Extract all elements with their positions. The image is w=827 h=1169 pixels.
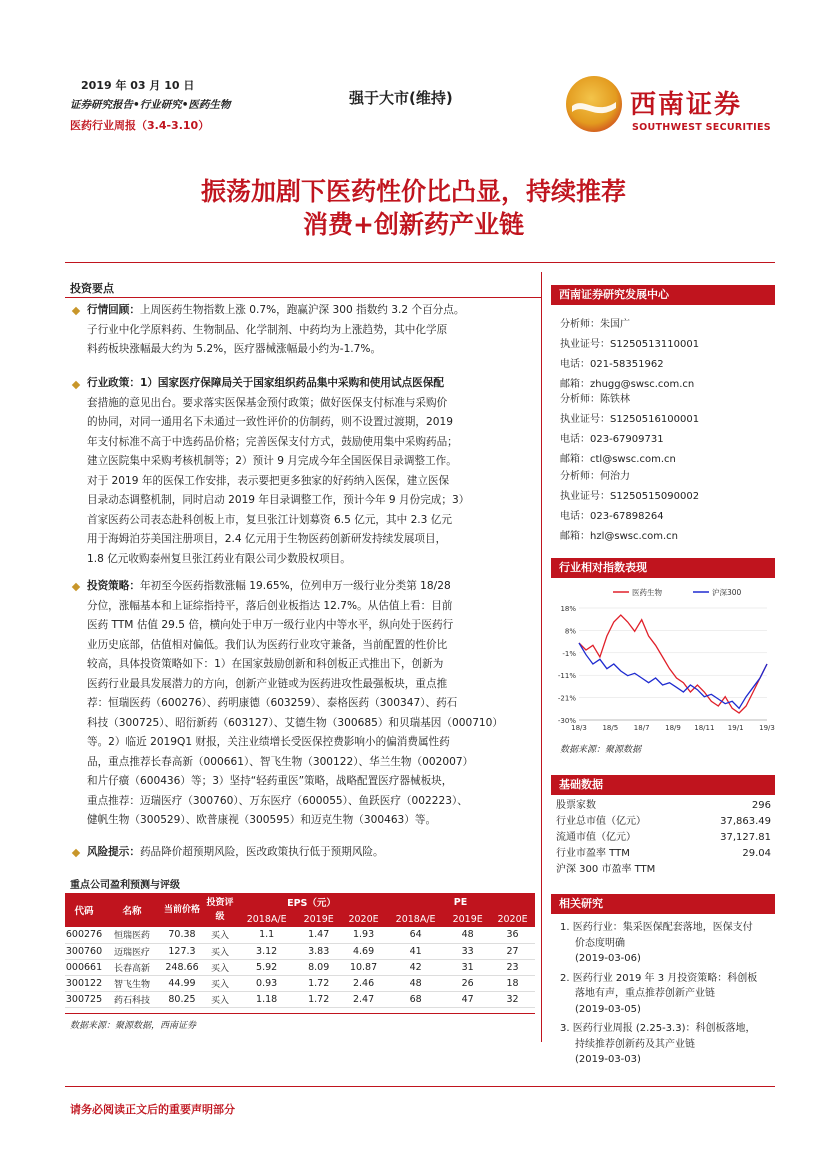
report-series: 医药行业周报（3.4-3.10） (70, 119, 210, 132)
basic-data-band: 基础数据 (551, 775, 775, 795)
x-tick-label: 18/7 (633, 724, 650, 732)
related-research-band: 相关研究 (551, 894, 775, 914)
chart-series (579, 615, 767, 713)
label-policy: 行业政策： (87, 377, 140, 389)
basic-key: 股票家数 (556, 800, 596, 811)
table-cell: 1.47 (308, 929, 330, 941)
analyst-cert: 执业证号：S1250515090002 (560, 491, 700, 502)
analyst-phone: 电话：021-58351962 (560, 359, 664, 370)
report-title-line2: 消费+创新药产业链 (303, 210, 524, 239)
section-title: 投资要点 (70, 282, 114, 295)
p3-line: 分位，涨幅基本和上证综指持平，落后创业板指达 12.7%。从估值上看：目前 (87, 599, 453, 612)
company-logo-cn: 西南证券 (630, 90, 743, 120)
p3-line: 科技（300725）、昭衍新药（603127）、艾德生物（300685）和贝瑞基因（000710） (87, 716, 504, 729)
table-row (65, 943, 535, 959)
table-cell: 0.93 (256, 977, 278, 989)
table-cell: 23 (506, 961, 519, 973)
p2-line: 目录动态调整机制，同时启动 2019 年目录调整工作，预计今年 9 月份完成；3） (87, 494, 470, 506)
p1-line: 上周医药生物指数上涨 0.7%，跑赢沪深 300 指数约 3.2 个百分点。 (139, 304, 465, 316)
research-center-band: 西南证券研究发展中心 (551, 285, 775, 305)
basic-value: 37,863.49 (720, 816, 771, 827)
chart-title-band: 行业相对指数表现 (551, 558, 775, 578)
table-cell: 18 (506, 977, 519, 989)
th-name: 名称 (122, 906, 142, 917)
analyst-3 (560, 467, 699, 547)
table-source: 数据来源：聚源数据，西南证券 (70, 1021, 197, 1031)
table-cell: 26 (461, 977, 474, 989)
th-price: 当前价格 (163, 905, 200, 915)
bullet-icon (72, 381, 80, 389)
paragraph-risk (87, 843, 533, 863)
basic-row (556, 830, 771, 846)
p3-line: 年初至今医药指数涨幅 19.65%，位列申万一级行业分类第 18/28 (139, 580, 451, 592)
th-year: 2018A/E (246, 913, 287, 925)
bullet-icon (72, 849, 80, 857)
table-cell: 长春高新 (113, 963, 150, 974)
related-date: (2019-03-05) (575, 1003, 641, 1015)
p3-line: 较高，具体投资策略如下：1）在国家鼓励创新和科创板正式推出下，创新为 (87, 658, 444, 670)
table-cell: 70.38 (168, 929, 196, 941)
y-tick-label: -11% (557, 672, 576, 681)
y-tick-label: 8% (564, 627, 576, 636)
report-title-line1: 振荡加剧下医药性价比凸显，持续推荐 (200, 177, 626, 206)
related-item[interactable] (560, 920, 775, 967)
table-cell: 48 (409, 977, 422, 989)
table-cell: 8.09 (308, 961, 330, 973)
basic-row (556, 846, 771, 862)
bullet-icon (72, 583, 80, 591)
table-cell: 127.3 (168, 945, 196, 957)
p3-line: 医药行业最具发展潜力的方向，创新产业链或为医药进攻性最强板块，重点推 (87, 677, 448, 690)
y-axis-labels (558, 605, 576, 725)
table-cell: 10.87 (349, 961, 378, 973)
basic-value: 37,127.81 (720, 832, 771, 843)
table-row (65, 959, 535, 975)
forecast-table (65, 893, 535, 1008)
table-cell: 1.18 (256, 993, 278, 1005)
th-code: 代码 (74, 906, 94, 917)
label-risk: 风险提示： (87, 846, 140, 858)
analyst-email[interactable]: 邮箱：zhugg@swsc.com.cn (560, 379, 695, 390)
basic-row (556, 814, 771, 830)
analyst-2 (560, 390, 699, 470)
paragraph-market-review (87, 301, 533, 360)
table-cell: 3.12 (256, 945, 278, 957)
table-cell: 248.66 (165, 961, 199, 973)
table-cell: 32 (506, 993, 519, 1005)
industry-rating: 强于大市(维持) (349, 89, 453, 107)
table-title: 重点公司盈利预测与评级 (70, 880, 180, 891)
chart-legend (613, 587, 742, 597)
analyst-name: 分析师：陈铁林 (560, 394, 630, 405)
p3-line: 业历史底部，估值相对偏低。我们认为医药行业攻守兼备，当前配置的性价比 (87, 638, 448, 651)
table-cell: 5.92 (256, 961, 278, 973)
related-date: (2019-03-03) (575, 1054, 641, 1065)
analyst-phone: 电话：023-67898264 (560, 511, 664, 522)
analyst-cert: 执业证号：S1250513110001 (560, 339, 700, 350)
table-bottom-rule (65, 1013, 535, 1014)
chart-source: 数据来源：聚源数据 (560, 745, 642, 755)
table-cell: 48 (461, 929, 474, 941)
table-cell: 买入 (210, 995, 229, 1006)
table-cell: 迈瑞医疗 (113, 947, 150, 958)
table-cell: 47 (461, 993, 474, 1005)
table-cell: 买入 (210, 947, 229, 958)
analyst-email[interactable]: 邮箱：ctl@swsc.com.cn (560, 454, 676, 465)
p3-line: 和片仔癀（600436）等；3）坚持“轻药重医”策略，战略配置医疗器械板块， (87, 775, 453, 787)
p2-line: 首家医药公司表态赴科创板上市，复旦张江计划募资 6.5 亿元，其中 2.3 亿元 (87, 513, 452, 526)
p3-line: 医药 TTM 估值 29.5 倍，横向处于申万一级行业内中等水平，纵向处于医药行 (87, 619, 454, 631)
relative-index-chart (551, 582, 775, 737)
table-cell: 33 (461, 945, 474, 957)
table-cell: 27 (506, 945, 519, 957)
table-cell: 600276 (65, 929, 103, 941)
p2-line: 对于 2019 年的医保工作安排，表示要把更多独家的好药纳入医保，建立医保 (87, 474, 450, 487)
related-item[interactable] (560, 971, 775, 1018)
p1-line: 料药板块涨幅最大约为 5.2%，医疗器械涨幅最小约为-1.7%。 (87, 343, 382, 355)
label-strategy: 投资策略： (87, 580, 140, 592)
related-line: 3. 医药行业周报 (2.25-3.3)：科创板落地， (560, 1023, 756, 1034)
paragraph-policy (87, 374, 533, 569)
table-cell: 3.83 (308, 945, 330, 957)
x-tick-label: 18/11 (694, 724, 715, 732)
p3-line: 荐：恒瑞医药（600276）、药明康德（603259）、泰格医药（300347）、药石 (87, 697, 458, 709)
th-year: 2018A/E (395, 913, 436, 925)
basic-row (556, 798, 771, 814)
table-row (65, 975, 535, 991)
table-row (65, 991, 535, 1007)
analyst-email[interactable]: 邮箱：hzl@swsc.com.cn (560, 531, 679, 542)
th-eps: EPS（元） (287, 898, 336, 909)
p4-text: 药品降价超预期风险，医改政策执行低于预期风险。 (139, 846, 384, 858)
related-line: 价态度明确 (575, 937, 625, 949)
column-divider (541, 272, 542, 1042)
th-year: 2019E (303, 913, 334, 925)
table-cell: 智飞生物 (113, 979, 150, 990)
basic-value: 29.04 (742, 848, 771, 859)
th-year: 2020E (497, 913, 528, 925)
p2-line: 年支付标准不高于中选药品价格；完善医保支付方式，鼓励使用集中采购药品； (87, 435, 458, 448)
series-line-0 (579, 615, 767, 713)
analyst-name: 分析师：朱国广 (560, 319, 630, 330)
footer-disclaimer[interactable]: 请务必阅读正文后的重要声明部分 (70, 1103, 235, 1116)
related-line: 1. 医药行业：集采医保配套落地，医保支付 (560, 922, 753, 933)
p2-line: 的协同，对同一通用名下未通过一致性评价的仿制药，则不设置过渡期，2019 (87, 416, 453, 428)
analyst-phone: 电话：023-67909731 (560, 434, 664, 445)
analyst-name: 分析师：何治力 (560, 471, 630, 482)
p1-line: 子行业中化学原料药、生物制品、化学制剂、中药均为上涨趋势，其中化学原 (87, 323, 448, 336)
table-cell: 300760 (65, 945, 103, 957)
table-cell: 44.99 (168, 977, 196, 989)
x-tick-label: 18/5 (602, 724, 619, 732)
x-axis-labels (571, 724, 775, 732)
table-cell: 36 (506, 929, 519, 941)
basic-key: 行业总市值（亿元） (556, 816, 646, 827)
p3-line: 品，重点推荐长春高新（000661）、智飞生物（300122）、华兰生物（002007） (87, 755, 474, 768)
legend-label: 医药生物 (632, 588, 662, 597)
table-cell: 买入 (210, 931, 229, 942)
table-cell: 2.47 (352, 993, 375, 1005)
table-cell: 300122 (65, 977, 103, 989)
report-category: 证券研究报告•行业研究•医药生物 (70, 99, 231, 111)
p3-line: 等。2）临近 2019Q1 财报，关注业绩增长受医保控费影响小的偏消费属性药 (87, 736, 450, 748)
table-cell: 1.93 (352, 929, 375, 941)
related-line: 持续推荐创新药及其产业链 (575, 1038, 695, 1050)
th-year: 2020E (348, 913, 379, 925)
x-tick-label: 18/3 (571, 724, 587, 732)
y-tick-label: 18% (560, 605, 576, 613)
p2-line: 1.8 亿元收购泰州复旦张江药业有限公司少数股权项目。 (87, 552, 351, 565)
table-cell: 41 (409, 945, 422, 957)
analyst-cert: 执业证号：S1250516100001 (560, 414, 700, 425)
bullet-icon (72, 307, 80, 315)
table-cell: 000661 (65, 961, 103, 973)
related-list (560, 920, 775, 1068)
table-row (65, 927, 535, 943)
table-cell: 1.1 (259, 929, 275, 941)
company-logo-en: SOUTHWEST SECURITIES (632, 122, 771, 133)
x-tick-label: 19/3 (759, 724, 775, 732)
table-cell: 1.72 (308, 993, 330, 1005)
title-divider (65, 262, 775, 263)
x-tick-label: 19/1 (727, 724, 744, 732)
table-cell: 买入 (210, 963, 229, 974)
table-cell: 31 (461, 961, 474, 973)
legend-label: 沪深300 (712, 588, 742, 597)
th-rating: 投资评级 (206, 898, 234, 922)
y-tick-label: -21% (557, 694, 576, 703)
analyst-1 (560, 315, 699, 395)
p2-line: 建立医院集中采购考核机制等；2）预计 9 月完成今年全国医保目录调整工作。 (87, 455, 457, 467)
report-date: 2019 年 03 月 10 日 (81, 79, 195, 92)
y-tick-label: -1% (562, 649, 576, 658)
table-cell: 64 (409, 929, 422, 941)
table-cell: 买入 (210, 979, 229, 990)
table-cell: 药石科技 (113, 995, 150, 1006)
th-pe: PE (453, 896, 468, 908)
p2-line: 套措施的意见出台。要求落实医保基金预付政策；做好医保支付标准与采购价 (87, 396, 448, 409)
x-tick-label: 18/9 (665, 724, 681, 732)
table-cell: 1.72 (308, 977, 330, 989)
basic-key: 行业市盈率 TTM (556, 848, 630, 859)
table-cell: 80.25 (168, 993, 196, 1005)
footer-divider (65, 1086, 775, 1087)
company-logo-icon (566, 76, 622, 132)
section-divider (65, 297, 541, 298)
table-body (65, 927, 535, 1007)
p3-line: 重点推荐：迈瑞医疗（300760）、万东医疗（600055）、鱼跃医疗（002223）、 (87, 794, 468, 807)
table-cell: 4.69 (352, 945, 375, 957)
p2-line: 用于海姆泊芬美国注册项目，2.4 亿元用于生物医药创新研发持续发展项目， (87, 533, 447, 545)
basic-key: 沪深 300 市盈率 TTM (556, 864, 656, 875)
related-line: 2. 医药行业 2019 年 3 月投资策略：科创板 (560, 972, 758, 984)
paragraph-strategy (87, 577, 533, 831)
table-cell: 恒瑞医药 (113, 931, 150, 942)
table-cell: 2.46 (352, 977, 375, 989)
chart-grid (579, 608, 767, 720)
table-cell: 300725 (65, 993, 103, 1005)
related-item[interactable] (560, 1021, 775, 1068)
related-date: (2019-03-06) (575, 953, 641, 964)
p3-line: 健帆生物（300529）、欧普康视（300595）和迈克生物（300463）等。 (87, 814, 437, 826)
p2-line: 1）国家医疗保障局关于国家组织药品集中采购和使用试点医保配 (139, 377, 444, 389)
basic-key: 流通市值（亿元） (556, 832, 636, 843)
basic-value: 296 (751, 800, 771, 811)
y-tick-label: -30% (557, 717, 576, 725)
related-line: 落地有声，重点推荐创新产业链 (575, 988, 715, 999)
basic-row (556, 862, 771, 878)
table-cell: 42 (409, 961, 422, 973)
table-cell: 68 (409, 993, 422, 1005)
label-market-review: 行情回顾： (87, 304, 140, 316)
th-year: 2019E (452, 913, 483, 925)
